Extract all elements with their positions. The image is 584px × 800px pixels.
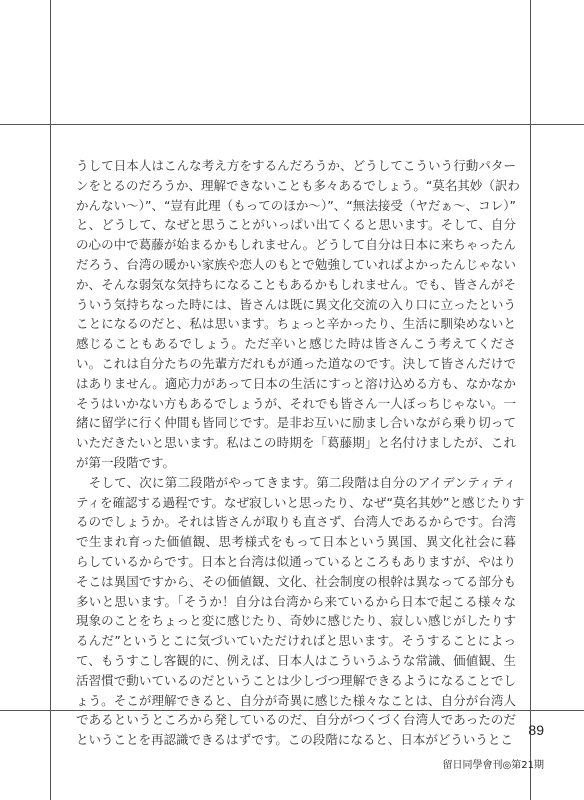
text-line: ょう。そこが理解できると、自分が奇異に感じた様々なことは、自分が台湾人 [76, 692, 516, 708]
text-line: ことになるのだと、私は思います。ちょっと辛かったり、生活に馴染めないと [76, 316, 516, 332]
text-line: 活習慣で動いているのだということは少しづつ理解できるようになることでし [76, 672, 516, 688]
text-line: ンをとるのだろうか、理解できないことも多々あるでしょう。“莫名其妙（訳わ [76, 177, 520, 193]
text-line: ティを確認する過程です。なぜ寂しいと思ったり、なぜ“莫名其妙”と感じたりす [76, 494, 525, 510]
text-line: い。これは自分たちの先輩方だれもが通った道なのです。決して皆さんだけで [76, 355, 516, 371]
crop-mark-right [530, 0, 531, 800]
text-line: そして、次に第二段階がやってきます。第二段階は自分のアイデンティティ [76, 474, 516, 490]
text-line: 感じることもあるでしょう。ただ辛いと感じた時は皆さんこう考えてくださ [76, 336, 516, 352]
body-text [76, 156, 525, 750]
text-line: るのでしょうか。それは皆さんが取りも直さず、台湾人であるからです。台湾 [76, 514, 516, 530]
text-line: うして日本人はこんな考え方をするんだろうか、どうしてこういう行動パター [76, 158, 516, 173]
text-line: いただきたいと思います。私はこの時期を「葛藤期」と名付けましたが、これ [76, 435, 516, 451]
text-line: ということを再認識できるはずです。この段階になると、日本がどういうとこ [76, 732, 513, 748]
journal-footer: 留日同學會刊◎第21期 [442, 760, 544, 771]
text-line: だろう、台湾の暖かい家族や恋人のもとで勉強していればよかったんじゃない [76, 256, 516, 272]
page-number: 89 [528, 722, 544, 738]
text-line: か、そんな弱気な気持ちになることもあるかもしれません。でも、皆さんがそ [76, 276, 516, 292]
paragraph [76, 473, 525, 750]
text-line: であるというところから発しているのだ、自分がつくづく台湾人であったのだ [76, 712, 516, 728]
text-line: て、もうすこし客観的に、例えば、日本人はこういうふうな常識、価値観、生 [76, 652, 516, 668]
crop-mark-top [0, 124, 584, 125]
crop-mark-left [50, 0, 51, 800]
text-line: と、どうして、なぜと思うことがいっぱい出てくると思います。そして、自分 [76, 217, 516, 233]
text-line: の心の中で葛藤が始まるかもしれません。どうして自分は日本に来ちゃったん [76, 237, 516, 253]
text-line: そうはいかない方もあるでしょうが、それでも皆さん一人ぼっちじゃない。一 [76, 395, 516, 411]
text-line: るんだ”というとこに気づいていただければと思います。そうすることによっ [76, 633, 516, 649]
text-line: ういう気持ちなった時には、皆さんは既に異文化交流の入り口に立ったという [76, 296, 516, 312]
text-line: はありません。適応力があって日本の生活にすっと溶け込める方も、なかなか [76, 375, 516, 391]
text-line: 多いと思います。「そうか！自分は台湾から来ているから日本で起こる様々な [76, 593, 516, 609]
paragraph [76, 156, 520, 473]
text-line: が第一段階です。 [76, 454, 176, 470]
text-line: 現象のことをちょっと変に感じたり、奇妙に感じたり、寂しい感じがしたりす [76, 613, 516, 629]
text-line: そこは異国ですから、その価値観、文化、社会制度の根幹は異なってる部分も [76, 573, 516, 589]
text-line: 緒に留学に行く仲間も皆同じです。是非お互いに励まし合いながら乗り切って [76, 415, 516, 431]
text-line: で生まれ育った価値観、思考様式をもって日本という異国、異文化社会に暮 [76, 534, 516, 550]
text-line: らしているからです。日本と台湾は似通っているところもありますが、やはり [76, 553, 516, 569]
text-line: かんない〜）”、“豈有此理（もってのほか〜）”、“無法接受（ヤだぁ〜、コレ）” [76, 197, 516, 213]
